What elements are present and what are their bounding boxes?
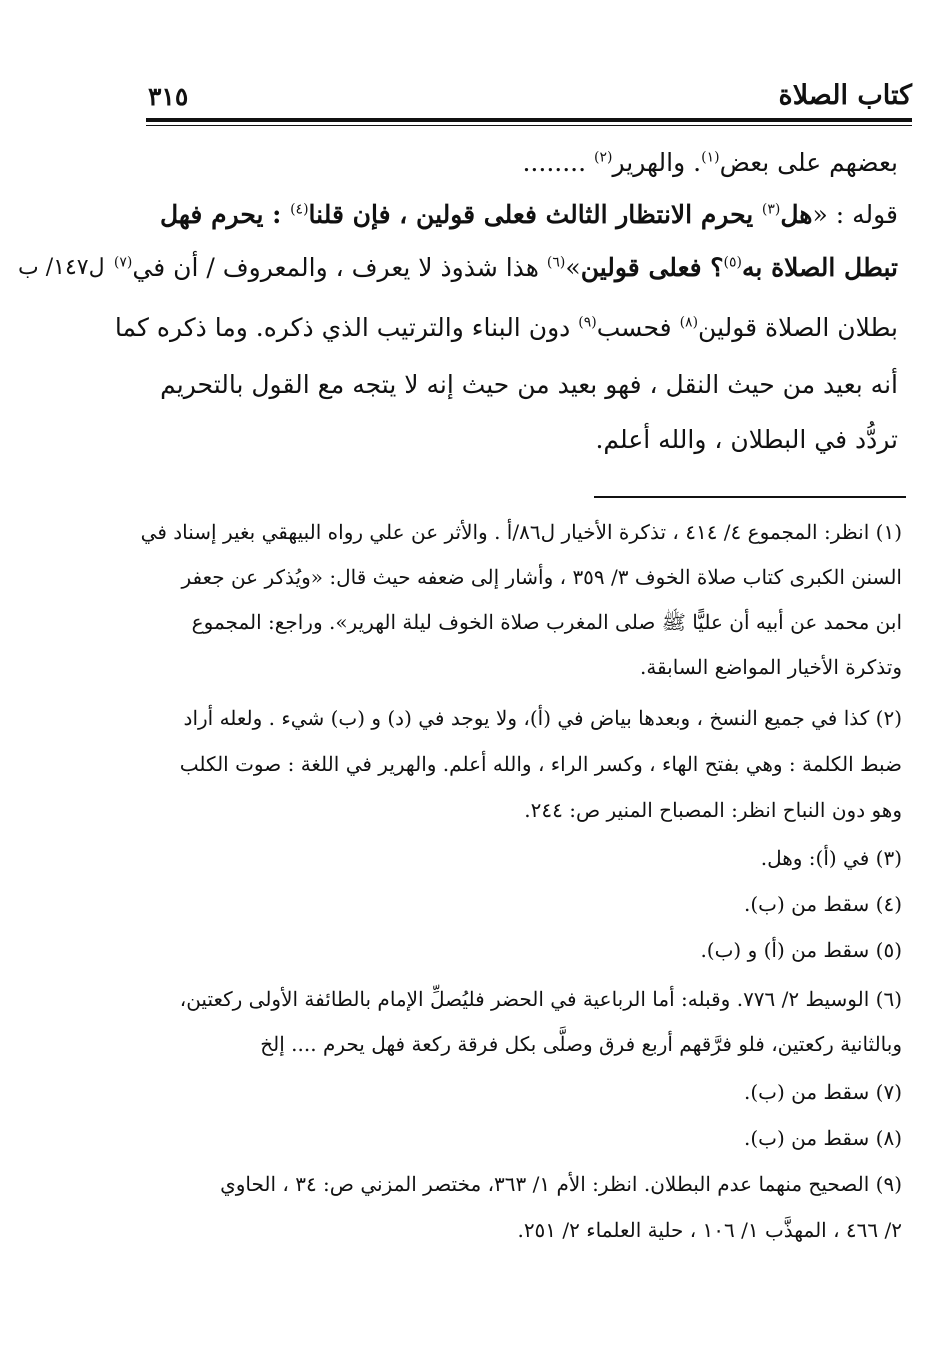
footnote-1-line-1: (١) انظر: المجموع ٤/ ٤١٤ ، تذكرة الأخيار ل٨٦/أ . والأثر عن علي رواه البيهقي بغير إسناد في: [140, 520, 902, 544]
footnote-ref: (٤): [290, 201, 309, 218]
footnote-4: (٤) سقط من (ب).: [743, 892, 902, 916]
manuscript-folio-note: ل١٤٧/ ب: [18, 255, 105, 280]
footnote-8: (٨) سقط من (ب).: [743, 1126, 902, 1150]
running-header: [148, 80, 912, 116]
footnote-6-line-2: وبالثانية ركعتين، فلو فرَّقهم أربع فرق وصلَّى بكل فرقة ركعة فهل يحرم .... إلخ: [260, 1032, 902, 1056]
main-line-1: بعضهم على بعض$^{(١)}$. والهرير$^{(٢)}$ ........: [522, 148, 898, 177]
footnote-2-line-3: وهو دون النباح انظر: المصباح المنير ص: ٢٤٤.: [524, 798, 902, 822]
footnote-ref: (٩): [578, 314, 597, 331]
footnote-3: (٣) في (أ): وهل.: [760, 846, 902, 870]
footnote-1-line-4: وتذكرة الأخيار المواضع السابقة.: [639, 655, 902, 679]
footnote-separator: [594, 496, 906, 498]
main-line-2: قوله : «هل$^{(٣)}$ يحرم الانتظار الثالث فعلى قولين ، فإن قلنا$^{(٤)}$ : يحرم فهل: [159, 200, 898, 229]
footnote-ref: (٦): [546, 254, 566, 271]
footnote-5: (٥) سقط من (أ) و (ب).: [700, 938, 902, 962]
footnote-2-line-1: (٢) كذا في جميع النسخ ، وبعدها بياض في (أ)، ولا يوجد في (د) و (ب) شيء . ولعله أراد: [183, 706, 902, 730]
footnote-6-line-1: (٦) الوسيط ٢/ ٧٧٦. وقبله: أما الرباعية في الحضر فليُصلِّ الإمام بالطائفة الأولى ركعتين،: [179, 987, 902, 1011]
header-rule-thick: [146, 118, 912, 122]
footnote-1-line-3: ابن محمد عن أبيه أن عليًّا ﷺ صلى المغرب صلاة الخوف ليلة الهرير». وراجع: المجموع: [191, 610, 902, 634]
footnote-ref: (٥): [723, 254, 743, 271]
main-line-4: بطلان الصلاة قولين$^{(٨)}$ فحسب$^{(٩)}$ دون البناء والترتيب الذي ذكره. وما ذكره كما: [114, 313, 898, 342]
chapter-title: كتاب الصلاة: [778, 80, 912, 111]
main-line-6: تردُّد في البطلان ، والله أعلم.: [595, 425, 898, 454]
footnote-2-line-2: ضبط الكلمة : وهي بفتح الهاء ، وكسر الراء ، والله أعلم. والهرير في اللغة : صوت الكلب: [179, 752, 902, 776]
footnote-ref: (٣): [761, 201, 781, 218]
footnote-ref: (٨): [679, 314, 699, 331]
footnote-ref: (٢): [594, 149, 613, 166]
footnote-7: (٧) سقط من (ب).: [743, 1080, 902, 1104]
page-number: ٣١٥: [148, 82, 189, 111]
main-line-5: أنه بعيد من حيث النقل ، فهو بعيد من حيث إنه لا يتجه مع القول بالتحريم: [160, 370, 898, 399]
footnote-9-line-1: (٩) الصحيح منهما عدم البطلان. انظر: الأم ١/ ٣٦٣، مختصر المزني ص: ٣٤ ، الحاوي: [220, 1172, 902, 1196]
main-line-3: تبطل الصلاة به$^{(٥)}$؟ فعلى قولين»$^{(٦)}$ هذا شذوذ لا يعرف ، والمعروف / أن في$^{(٧)}$: [113, 253, 898, 282]
footnote-1-line-2: السنن الكبرى كتاب صلاة الخوف ٣/ ٣٥٩ ، وأشار إلى ضعفه حيث قال: «ويُذكر عن جعفر: [181, 565, 902, 589]
footnote-ref: (٧): [113, 254, 133, 271]
footnote-ref: (١): [701, 149, 720, 166]
header-rule-thin: [146, 125, 912, 126]
footnote-9-line-2: ٢/ ٤٦٦ ، المهذَّب ١/ ١٠٦ ، حلية العلماء ٢/ ٢٥١.: [517, 1218, 902, 1242]
